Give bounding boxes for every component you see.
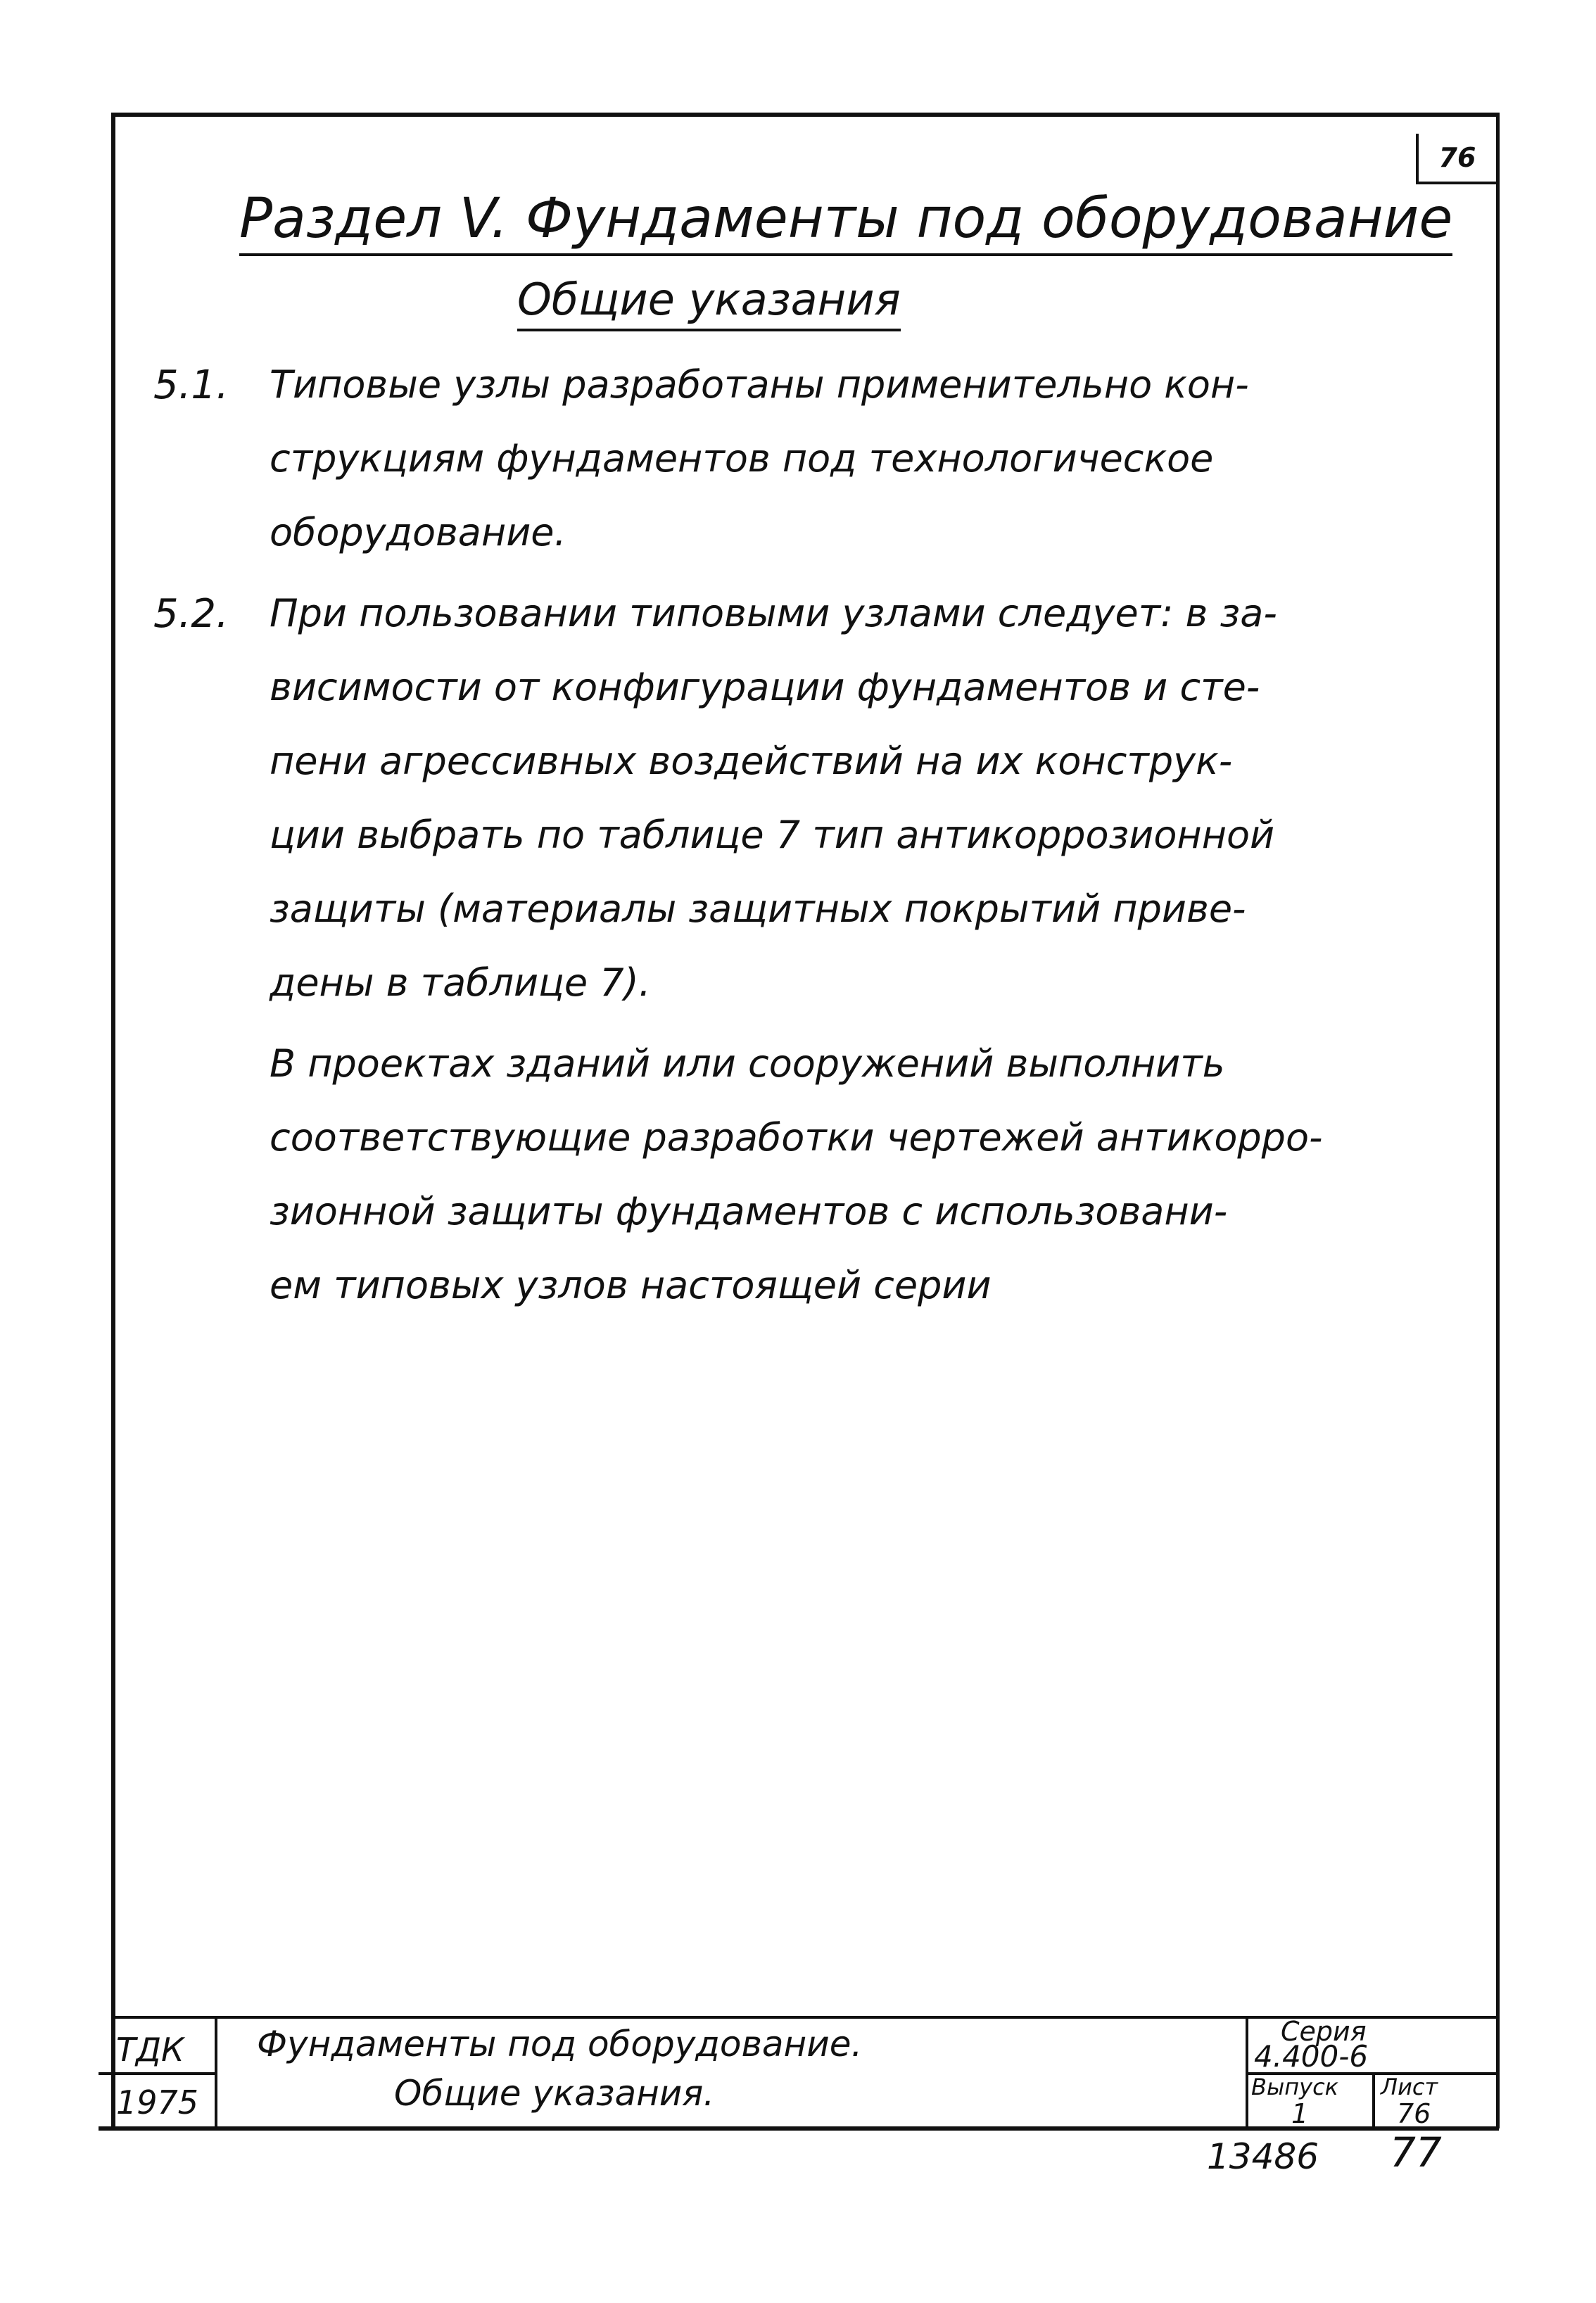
paragraph-2-line-4: ем типовых узлов настоящей серии bbox=[270, 1263, 992, 1307]
section-5-1-line-1: Типовые узлы разработаны применительно кон- bbox=[270, 362, 1249, 407]
stamp-series-value: 4.400-6 bbox=[1254, 2039, 1369, 2074]
frame-top-border bbox=[113, 113, 1499, 117]
paragraph-2-line-3: зионной защиты фундаментов с использовани- bbox=[270, 1189, 1228, 1233]
page-number: 77 bbox=[1390, 2128, 1442, 2176]
stamp-year: 1975 bbox=[116, 2083, 199, 2121]
frame-bottom-border bbox=[99, 2126, 1499, 2131]
stamp-issue-label: Выпуск bbox=[1251, 2074, 1338, 2100]
sheet-number-box: 76 bbox=[1416, 134, 1496, 184]
page-title: Раздел V. Фундаменты под оборудование bbox=[239, 191, 1452, 256]
stamp-sheet-value: 76 bbox=[1397, 2098, 1431, 2129]
stamp-left-midline bbox=[99, 2072, 216, 2075]
stamp-divider-3 bbox=[1372, 2072, 1375, 2128]
section-5-1-line-2: струкциям фундаментов под технологическое bbox=[270, 436, 1214, 481]
stamp-document-name-line-1: Фундаменты под оборудование. bbox=[257, 2024, 863, 2064]
stamp-org: ТДК bbox=[116, 2031, 184, 2069]
stamp-sheet-label: Лист bbox=[1381, 2074, 1438, 2100]
paragraph-2-line-1: В проектах зданий или сооружений выполнить bbox=[270, 1041, 1225, 1086]
archive-number: 13486 bbox=[1207, 2136, 1319, 2177]
paragraph-2-line-2: соответствующие разработки чертежей антикорро- bbox=[270, 1115, 1323, 1160]
section-5-2-line-6: дены в таблице 7). bbox=[270, 960, 651, 1005]
section-5-2-line-3: пени агрессивных воздействий на их конструк- bbox=[270, 739, 1233, 783]
page-subtitle: Общие указания bbox=[517, 278, 901, 331]
stamp-document-name-line-2: Общие указания. bbox=[394, 2073, 715, 2114]
stamp-issue-value: 1 bbox=[1291, 2098, 1309, 2129]
section-5-2-line-5: защиты (материалы защитных покрытий приве- bbox=[270, 887, 1246, 931]
frame-right-border bbox=[1496, 113, 1500, 2128]
frame-left-border bbox=[111, 113, 115, 2128]
section-number-5-2: 5.2. bbox=[153, 591, 229, 637]
section-5-2-line-4: ции выбрать по таблице 7 тип антикоррозионной bbox=[270, 813, 1275, 857]
section-5-1-line-3: оборудование. bbox=[270, 510, 566, 554]
stamp-series-label: Серия bbox=[1281, 2016, 1367, 2047]
section-number-5-1: 5.1. bbox=[153, 362, 229, 408]
section-5-2-line-2: висимости от конфигурации фундаментов и сте- bbox=[270, 665, 1260, 709]
section-5-2-line-1: При пользовании типовыми узлами следует: в за- bbox=[270, 591, 1277, 635]
